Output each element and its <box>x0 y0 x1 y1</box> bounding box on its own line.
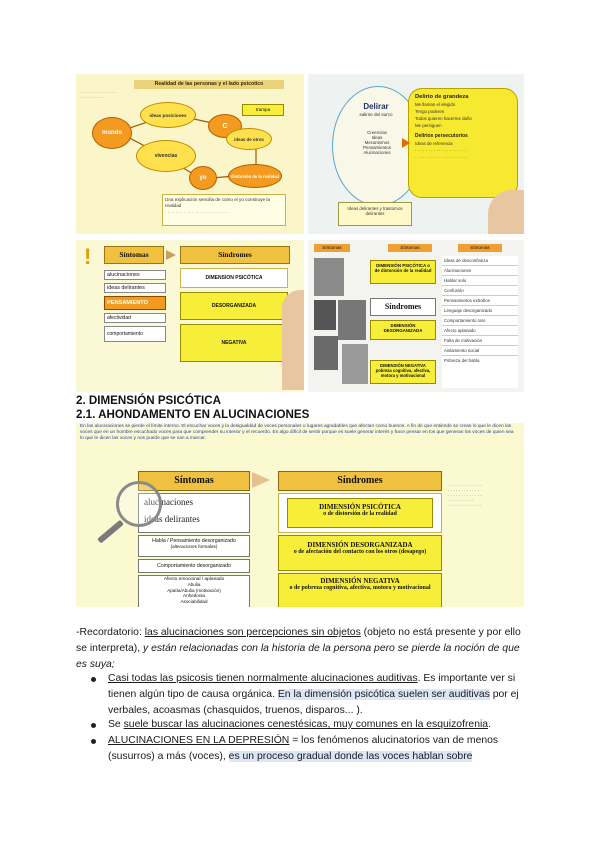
slide-1-caption-box: Una explicación sencilla de como el yo construye la realidad · · · · · · · · · · · · · · · · · · · · · · · · <box>162 194 286 226</box>
photo-placeholder-4 <box>314 336 338 370</box>
big-slide-hablar-box: Habla / Pensamiento desorganizado (alteraciones formales) <box>138 535 250 557</box>
arrow-right-icon <box>402 138 410 148</box>
slide-4-tab-3: Síntomas <box>458 244 502 252</box>
slide-thumbnail-3 <box>76 240 304 392</box>
node-trampa: trampa <box>242 104 284 116</box>
photo-placeholder-2 <box>314 300 336 330</box>
slide-3-sintomas: Síntomas <box>104 246 164 264</box>
exclamation-icon: ! <box>84 244 92 269</box>
slide-thumbnail-4 <box>308 240 524 392</box>
slide-4-center-title: Síndromes <box>370 298 436 316</box>
slide-3-right-column: DIMENSION PSICÓTICA DESORGANIZADA NEGATIVA <box>180 268 288 362</box>
big-slide-sindromes: Síndromes <box>278 471 442 491</box>
magnifier-icon <box>116 481 162 527</box>
slide-thumbnail-1 <box>76 74 304 234</box>
bullet-3: ALUCINACIONES EN LA DEPRESIÓN = los fenómenos alucinatorios van de menos (susurros) a más (voces), es un proceso gradual donde las voces hablan sobre <box>108 735 499 762</box>
bullet-2-dot <box>91 723 96 728</box>
big-slide-ideas-delirantes: ideas delirantes <box>144 514 200 524</box>
photo-placeholder-5 <box>342 344 368 384</box>
node-distorsion: distorsión de la realidad <box>228 164 282 188</box>
slide-3-arrow-icon <box>166 250 176 260</box>
node-vivencias: vivencias <box>136 140 196 172</box>
slide-2-oval-sub: salirse del surco <box>359 112 393 117</box>
bullet-3-dot <box>91 739 96 744</box>
node-ideas: ideas posiciones <box>140 102 196 128</box>
slide-1-title: Realidad de las personas y el lado psicotico <box>134 80 284 89</box>
node-otros: ideas de otros <box>226 128 272 150</box>
slide-2-bottom-box: Ideas delirantes y trastornos delirantes <box>338 202 412 226</box>
photo-placeholder-3 <box>338 300 366 340</box>
slide-3-sindromes: Síndromes <box>180 246 290 264</box>
slide-4-tab-2: Síntomas <box>388 244 432 252</box>
big-slide-comp-box: Comportamiento desorganizado <box>138 559 250 573</box>
slide-2-right-panel: Delirio de grandeza Me llaman el elegido Tengo poderes Todos quieren hacerme daño Me persiguen Delirios persecutorios Ideas de referencia · · · · · · · · · · · · · · · · · · · · · · · · · · · · · · · · · · · · · · · · <box>408 88 518 198</box>
bullet-1: Casi todas las psicosis tienen normalmente alucinaciones auditivas. Es importante ver si tienen algún tipo de causa orgánica. En la dimensión psicótica suelen ser auditivas por ej verbales, acoasmas (chasquidos, truenos, disparos... ). <box>108 673 519 716</box>
big-slide-afecto-box: Afecto emocional / aplanado Abulia Apatía/Abulia (motivación) Anhedonia Asociabilidad <box>138 575 250 607</box>
slide-4-tab-1: Síntomas <box>314 244 350 252</box>
bullet-2: Se suele buscar las alucinaciones cenestésicas, muy comunes en la esquizofrenia. <box>108 719 491 730</box>
big-slide <box>76 423 524 607</box>
big-slide-sintomas: Síntomas <box>138 471 250 491</box>
intro-paragraph: -Recordatorio: las alucinaciones son percepciones sin objetos (objeto no está presente y por ello se interpreta), y están relacionadas con la historia de la persona pero se pierde la noción de que es suya; <box>76 627 521 670</box>
magnifier-handle <box>97 520 124 544</box>
big-slide-right-3: DIMENSIÓN NEGATIVA o de pobreza cognitiva, afectiva, motora y motivacional <box>278 573 442 607</box>
big-slide-alucinaciones: alucinaciones <box>144 497 193 507</box>
big-slide-top-text: En las alucinaciones se pierde el límite interno. El escuchar voces y la desigualdad de voces personales o lugares agradables que afectan como buenos. A fin de que entiende se crean lo que le dicen las voces que en un hombre escuchado voces para que comprender su interior y el recuerdo. Es algo difícil de sentir porque es suele generar interés y hace pensar en los que generan los voces de quien sea lo que le dicen las voces y nos puede que se van a marcar. <box>80 424 514 441</box>
slide-4-center-top: DIMENSIÓN PSICÓTICA o de distorsión de la realidad <box>370 260 436 284</box>
big-slide-right-notes: · · · · · · · · · · · · · · · · · · · · · · · · · · · · · · · · · · · · · · · · · · · · · · · · · · · · · · · · · · · · · <box>448 483 482 508</box>
big-slide-right-1: DIMENSIÓN PSICÓTICA o de distorsión de la realidad <box>278 493 442 533</box>
slide-2-oval-list: Creencias Ideas Mecanismos Pensamientos Alucinaciones <box>363 130 391 155</box>
big-slide-right-2: DIMENSIÓN DESORGANIZADA o de afectación del contacto con los otros (desapego) <box>278 535 442 571</box>
slide-3-left-column: alucinaciones ideas delirantes PENSAMIENTO afectividad comportamiento <box>104 270 166 345</box>
slide-1-left-notes: · · · · · · · · · · · · · · · · · · · · · · · <box>80 90 117 100</box>
slide-3-land-shape <box>282 290 304 390</box>
photo-placeholder-1 <box>314 258 344 296</box>
slide-4-right-list: Ideas de desconfianza Alucinaciones Hablar solo Confusión Pensamientos extraños Lenguaje desorganizado Comportamiento raro Afecto aplanado Falta de motivación Aislamiento social Pobreza del habla <box>442 256 518 388</box>
node-yo: yo <box>189 166 217 190</box>
node-c: C <box>208 114 242 138</box>
slide-4-center-mid: DIMENSIÓN DESORGANIZADA <box>370 320 436 340</box>
node-mundo: mundo <box>92 117 132 149</box>
slide-2-oval-title: Delirar <box>363 102 389 111</box>
slide-thumbnail-2 <box>308 74 524 234</box>
bullet-1-dot <box>91 677 96 682</box>
big-slide-arrow-icon <box>252 472 270 488</box>
section-subheading: 2.1. AHONDAMENTO EN ALUCINACIONES <box>76 408 310 421</box>
section-heading: 2. DIMENSIÓN PSICÓTICA <box>76 394 221 407</box>
slide-4-center-bottom: DIMENSIÓN NEGATIVA pobreza cognitiva, afectiva, motora y motivacional <box>370 360 436 384</box>
